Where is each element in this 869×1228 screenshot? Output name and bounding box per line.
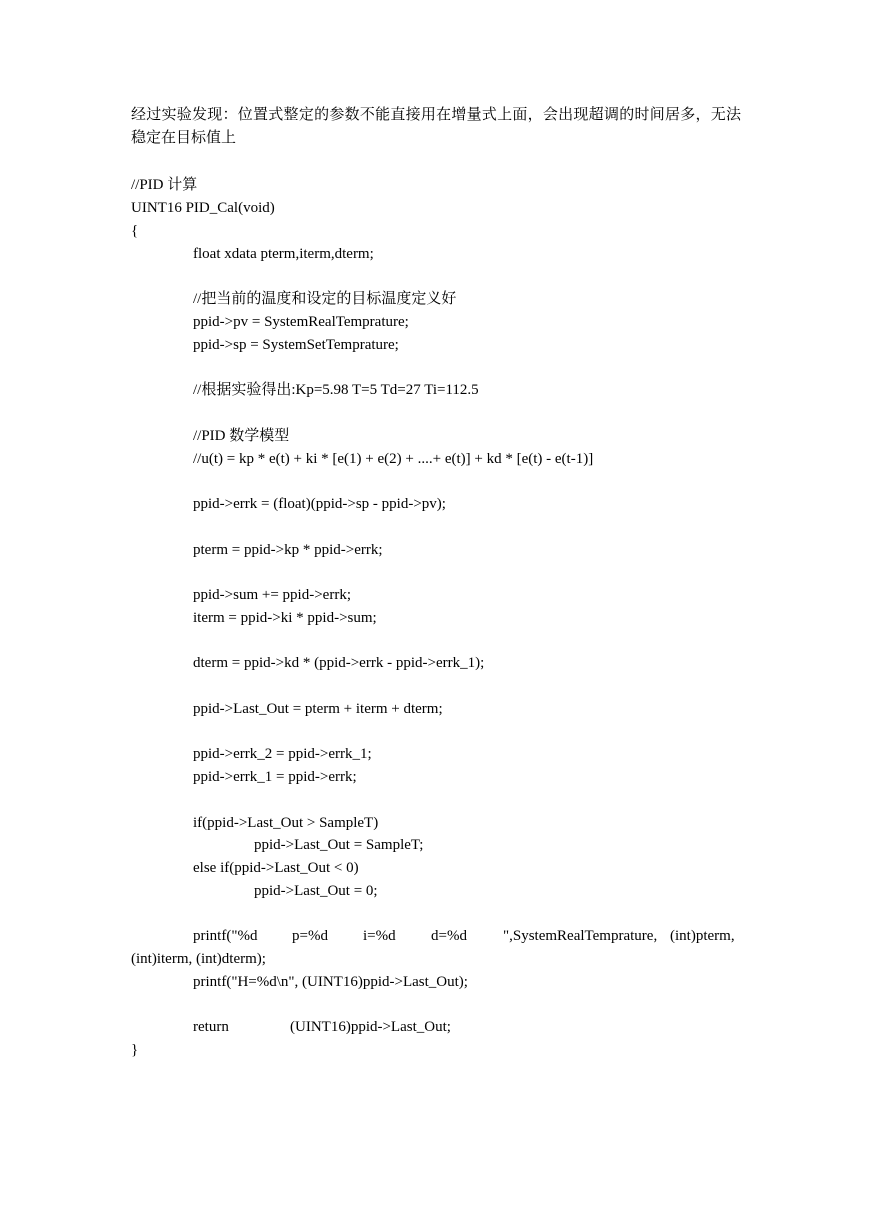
code-comment-formula: //u(t) = kp * e(t) + ki * [e(1) + e(2) + ....+ e(t)] + kd * [e(t) - e(t-1)]: [193, 451, 594, 467]
code-printf1-tok-4: ",SystemRealTemprature,: [503, 928, 658, 944]
code-errk-2: ppid->errk_2 = ppid->errk_1;: [193, 746, 372, 762]
code-return-keyword: return: [193, 1019, 229, 1035]
code-pterm: pterm = ppid->kp * ppid->errk;: [193, 542, 383, 558]
code-printf1-tok-3: d=%d: [431, 928, 467, 944]
code-declaration: float xdata pterm,iterm,dterm;: [193, 246, 374, 262]
code-if-body: ppid->Last_Out = SampleT;: [254, 837, 424, 853]
code-printf1-tok-5: (int)pterm,: [670, 928, 735, 944]
code-elseif-body: ppid->Last_Out = 0;: [254, 883, 378, 899]
code-sum: ppid->sum += ppid->errk;: [193, 587, 351, 603]
intro-line-1: 经过实验发现：位置式整定的参数不能直接用在增量式上面，会出现超调的时间居多，无法: [131, 107, 741, 123]
code-printf1-continuation: (int)iterm, (int)dterm);: [131, 951, 266, 967]
code-function-signature: UINT16 PID_Cal(void): [131, 200, 275, 216]
code-errk: ppid->errk = (float)(ppid->sp - ppid->pv);: [193, 496, 446, 512]
code-printf1-tok-2: i=%d: [363, 928, 396, 944]
code-errk-1: ppid->errk_1 = ppid->errk;: [193, 769, 357, 785]
intro-line-2: 稳定在目标值上: [131, 130, 237, 146]
code-comment-params: //根据实验得出:Kp=5.98 T=5 Td=27 Ti=112.5: [193, 382, 479, 398]
code-printf1-tok-0: printf("%d: [193, 928, 258, 944]
code-assign-pv: ppid->pv = SystemRealTemprature;: [193, 314, 409, 330]
code-dterm: dterm = ppid->kd * (ppid->errk - ppid->errk_1);: [193, 655, 485, 671]
code-comment-model: //PID 数学模型: [193, 428, 290, 444]
code-printf1-tok-1: p=%d: [292, 928, 328, 944]
code-brace-open: {: [131, 223, 139, 239]
code-last-out: ppid->Last_Out = pterm + iterm + dterm;: [193, 701, 443, 717]
code-printf2: printf("H=%d\n", (UINT16)ppid->Last_Out);: [193, 974, 468, 990]
code-comment-define: //把当前的温度和设定的目标温度定义好: [193, 291, 457, 307]
code-comment-pid-calc: //PID 计算: [131, 177, 198, 193]
code-brace-close: }: [131, 1042, 139, 1058]
code-return-expression: (UINT16)ppid->Last_Out;: [290, 1019, 451, 1035]
code-assign-sp: ppid->sp = SystemSetTemprature;: [193, 337, 399, 353]
code-elseif-condition: else if(ppid->Last_Out < 0): [193, 860, 359, 876]
code-iterm: iterm = ppid->ki * ppid->sum;: [193, 610, 377, 626]
code-if-condition: if(ppid->Last_Out > SampleT): [193, 815, 379, 831]
